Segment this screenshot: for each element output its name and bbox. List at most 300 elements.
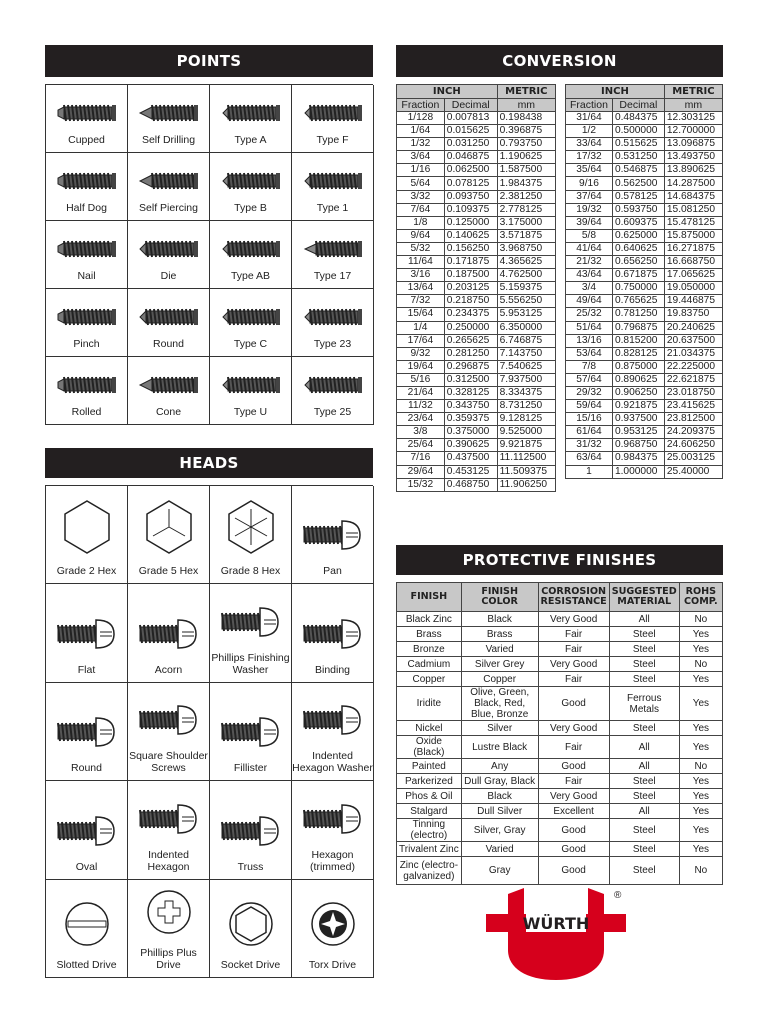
conversion-row [397,203,556,216]
corrosion-resistance: Fair [538,642,609,657]
mm-cell: 9.921875 [497,439,555,452]
mm-cell: 25.003125 [664,452,722,465]
finish-row [397,819,723,842]
screw-point-icon [138,374,200,396]
conversion-row [566,282,723,295]
conversion-row [566,295,723,308]
rohs-compliance: Yes [679,819,722,842]
conversion-row [397,400,556,413]
rohs-compliance: Yes [679,672,722,687]
conversion-row [566,256,723,269]
finish-column-header: FINISH COLOR [461,583,538,612]
conversion-row [566,125,723,138]
mm-cell: 4.365625 [497,256,555,269]
mm-cell: 23.812500 [664,413,722,426]
point-cell [46,357,128,425]
decimal-cell: 0.796875 [612,321,664,334]
conversion-row [566,373,723,386]
screw-head-icon [54,712,120,752]
conversion-row [397,334,556,347]
head-label: Indented Hexagon [147,848,190,873]
screw-head-icon [136,700,202,740]
conversion-row [397,216,556,229]
point-cell [128,153,210,221]
head-cell [128,781,210,879]
point-label: Type U [233,406,268,418]
finish-name: Trivalent Zinc [397,842,462,857]
mm-cell: 12.700000 [664,125,722,138]
corrosion-resistance: Very Good [538,612,609,627]
screw-head-icon [300,614,366,654]
conversion-row [566,203,723,216]
fraction-cell: 59/64 [566,400,613,413]
decimal-cell: 0.015625 [444,125,497,138]
screw-head-icon [144,887,194,937]
mm-cell: 9.128125 [497,413,555,426]
screw-head-icon [218,602,284,642]
point-cell [128,85,210,153]
conversion-row [397,308,556,321]
finish-color: Lustre Black [461,736,538,759]
decimal-cell: 0.312500 [444,373,497,386]
rohs-compliance: Yes [679,627,722,642]
conversion-row [566,229,723,242]
point-cell [128,357,210,425]
finish-color: Silver [461,721,538,736]
conversion-row [566,347,723,360]
head-cell [210,584,292,682]
decimal-cell: 0.500000 [612,125,664,138]
head-label: Truss [237,860,264,873]
screw-head-icon [218,811,284,851]
corrosion-resistance: Fair [538,736,609,759]
suggested-material: Steel [609,672,679,687]
fraction-cell: 15/64 [397,308,445,321]
mm-cell: 2.381250 [497,190,555,203]
decimal-cell: 0.281250 [444,347,497,360]
decimal-cell: 0.890625 [612,373,664,386]
point-cell [128,289,210,357]
conversion-row [566,439,723,452]
finish-name: Brass [397,627,462,642]
point-label: Type F [316,134,349,146]
mm-cell: 4.762500 [497,269,555,282]
mm-cell: 21.034375 [664,347,722,360]
conversion-row [397,269,556,282]
fraction-cell: 29/64 [397,465,445,478]
finish-name: Black Zinc [397,612,462,627]
head-label: Flat [77,663,96,676]
decimal-cell: 0.218750 [444,295,497,308]
rohs-compliance: Yes [679,789,722,804]
fraction-cell: 13/16 [566,334,613,347]
conversion-row [566,400,723,413]
corrosion-resistance: Fair [538,627,609,642]
decimal-cell: 0.578125 [612,190,664,203]
suggested-material: Steel [609,789,679,804]
point-label: Type 25 [313,406,352,418]
screw-head-icon [62,499,112,555]
conversion-row [397,360,556,373]
suggested-material: Steel [609,842,679,857]
decimal-cell: 0.484375 [612,112,664,125]
point-cell [210,153,292,221]
finish-column-header: CORROSION RESISTANCE [538,583,609,612]
mm-cell: 5.159375 [497,282,555,295]
mm-cell: 19.83750 [664,308,722,321]
mm-header: mm [497,99,555,112]
finish-color: Brass [461,627,538,642]
finish-name: Bronze [397,642,462,657]
conversion-row [397,164,556,177]
decimal-cell: 0.968750 [612,439,664,452]
fraction-cell: 63/64 [566,452,613,465]
mm-cell: 11.906250 [497,478,555,491]
fraction-cell: 21/32 [566,256,613,269]
screw-head-icon [218,712,284,752]
point-label: Rolled [71,406,102,418]
rohs-compliance: Yes [679,687,722,721]
fraction-cell: 1/128 [397,112,445,125]
point-label: Half Dog [66,202,107,214]
corrosion-resistance: Good [538,759,609,774]
decimal-cell: 0.546875 [612,164,664,177]
finish-column-header: SUGGESTED MATERIAL [609,583,679,612]
fraction-cell: 41/64 [566,242,613,255]
decimal-cell: 0.906250 [612,386,664,399]
corrosion-resistance: Fair [538,774,609,789]
decimal-cell: 0.296875 [444,360,497,373]
fraction-cell: 7/16 [397,452,445,465]
fraction-cell: 7/64 [397,203,445,216]
screw-point-icon [56,102,118,124]
decimal-cell: 0.328125 [444,386,497,399]
conversion-row [566,321,723,334]
conversion-row [566,164,723,177]
suggested-material: Steel [609,627,679,642]
mm-cell: 7.937500 [497,373,555,386]
conversion-row [566,413,723,426]
screw-head-icon [300,700,366,740]
rohs-compliance: Yes [679,774,722,789]
conversion-row [566,426,723,439]
point-label: Die [160,270,177,282]
rohs-compliance: No [679,759,722,774]
fraction-cell: 31/64 [566,112,613,125]
finish-row [397,642,723,657]
finish-row [397,627,723,642]
decimal-cell: 0.078125 [444,177,497,190]
point-cell [292,153,374,221]
fraction-cell: 9/16 [566,177,613,190]
screw-head-icon [54,614,120,654]
mm-cell: 11.509375 [497,465,555,478]
finish-row [397,804,723,819]
head-cell [210,486,292,584]
point-label: Type A [234,134,267,146]
rohs-compliance: Yes [679,804,722,819]
suggested-material: All [609,804,679,819]
mm-cell: 13.890625 [664,164,722,177]
fraction-cell: 9/32 [397,347,445,360]
decimal-cell: 0.265625 [444,334,497,347]
screw-head-icon [226,499,276,555]
decimal-cell: 0.765625 [612,295,664,308]
screw-point-icon [220,238,282,260]
screw-head-icon [54,811,120,851]
conversion-row [397,386,556,399]
conversion-row [397,229,556,242]
finish-row [397,842,723,857]
fraction-cell: 15/32 [397,478,445,491]
fraction-cell: 35/64 [566,164,613,177]
mm-cell: 7.540625 [497,360,555,373]
decimal-cell: 0.046875 [444,151,497,164]
decimal-cell: 0.234375 [444,308,497,321]
fraction-cell: 21/64 [397,386,445,399]
conversion-row [566,216,723,229]
screw-head-icon [62,899,112,949]
mm-cell: 17.065625 [664,269,722,282]
decimal-cell: 0.515625 [612,138,664,151]
decimal-cell: 0.671875 [612,269,664,282]
fraction-cell: 1/32 [397,138,445,151]
decimal-cell: 0.437500 [444,452,497,465]
mm-cell: 0.396875 [497,125,555,138]
fraction-cell: 1/8 [397,216,445,229]
fraction-cell: 11/32 [397,400,445,413]
decimal-cell: 0.171875 [444,256,497,269]
conversion-row [397,242,556,255]
mm-cell: 22.225000 [664,360,722,373]
conversion-row [397,177,556,190]
mm-cell: 24.209375 [664,426,722,439]
fraction-cell: 29/32 [566,386,613,399]
decimal-cell: 0.109375 [444,203,497,216]
fraction-cell: 5/64 [397,177,445,190]
finish-row [397,687,723,721]
point-label: Type C [233,338,268,350]
head-label: Phillips Finishing Washer [211,651,290,676]
corrosion-resistance: Good [538,842,609,857]
corrosion-resistance: Good [538,819,609,842]
rohs-compliance: Yes [679,642,722,657]
head-label: Torx Drive [308,958,357,971]
head-label: Slotted Drive [56,958,117,971]
finishes-title: PROTECTIVE FINISHES [396,545,723,575]
rohs-compliance: No [679,857,722,885]
decimal-cell: 0.156250 [444,242,497,255]
screw-head-icon [308,899,358,949]
suggested-material: All [609,612,679,627]
suggested-material: All [609,759,679,774]
decimal-cell: 0.815200 [612,334,664,347]
finish-color: Varied [461,842,538,857]
rohs-compliance: Yes [679,842,722,857]
screw-point-icon [56,306,118,328]
finish-name: Stalgard [397,804,462,819]
head-cell [128,683,210,781]
fraction-cell: 31/32 [566,439,613,452]
conversion-row [397,347,556,360]
mm-cell: 13.096875 [664,138,722,151]
mm-cell: 23.415625 [664,400,722,413]
fraction-cell: 1/4 [397,321,445,334]
conversion-row [566,269,723,282]
fraction-cell: 13/64 [397,282,445,295]
decimal-cell: 0.453125 [444,465,497,478]
fraction-cell: 3/4 [566,282,613,295]
points-grid [45,84,373,425]
conversion-row [566,308,723,321]
finish-name: Painted [397,759,462,774]
point-cell [210,221,292,289]
finish-column-header: FINISH [397,583,462,612]
finish-color: Black [461,789,538,804]
fraction-cell: 39/64 [566,216,613,229]
finishes-table [396,582,723,885]
screw-point-icon [138,170,200,192]
suggested-material: Steel [609,857,679,885]
conversion-row [566,360,723,373]
head-label: Indented Hexagon Washer [292,750,373,775]
head-label: Fillister [233,762,268,775]
decimal-cell: 0.984375 [612,452,664,465]
mm-cell: 16.668750 [664,256,722,269]
conversion-row [397,295,556,308]
heads-grid [45,485,373,978]
fraction-cell: 5/16 [397,373,445,386]
fraction-cell: 5/32 [397,242,445,255]
decimal-cell: 0.093750 [444,190,497,203]
fraction-cell: 25/64 [397,439,445,452]
head-label: Binding [314,663,351,676]
decimal-cell: 0.750000 [612,282,664,295]
rohs-compliance: No [679,657,722,672]
screw-point-icon [302,170,364,192]
mm-cell: 2.778125 [497,203,555,216]
corrosion-resistance: Very Good [538,789,609,804]
fraction-cell: 7/8 [566,360,613,373]
fraction-cell: 1 [566,465,613,478]
conversion-row [566,112,723,125]
mm-cell: 19.050000 [664,282,722,295]
fraction-cell: 57/64 [566,373,613,386]
decimal-cell: 0.359375 [444,413,497,426]
mm-cell: 15.081250 [664,203,722,216]
suggested-material: Steel [609,721,679,736]
mm-cell: 16.271875 [664,242,722,255]
head-cell [292,781,374,879]
mm-cell: 5.953125 [497,308,555,321]
head-cell [292,880,374,978]
registered-mark: ® [614,890,622,901]
mm-cell: 3.175000 [497,216,555,229]
mm-cell: 11.112500 [497,452,555,465]
suggested-material: Steel [609,657,679,672]
head-label: Square Shoulder Screws [129,750,208,775]
head-cell [46,880,128,978]
conversion-row [397,190,556,203]
point-cell [210,289,292,357]
conversion-row [397,439,556,452]
finish-name: Oxide (Black) [397,736,462,759]
head-cell [292,683,374,781]
decimal-cell: 0.828125 [612,347,664,360]
point-cell [292,221,374,289]
rohs-compliance: Yes [679,736,722,759]
screw-point-icon [56,374,118,396]
screw-point-icon [302,102,364,124]
finish-color: Black [461,612,538,627]
mm-cell: 7.143750 [497,347,555,360]
decimal-cell: 0.937500 [612,413,664,426]
wurth-logo-mark [486,888,626,980]
screw-head-icon [136,799,202,839]
head-cell [210,781,292,879]
finish-name: Zinc (electro-galvanized) [397,857,462,885]
conversion-row [397,465,556,478]
mm-cell: 9.525000 [497,426,555,439]
fraction-cell: 7/32 [397,295,445,308]
decimal-cell: 0.062500 [444,164,497,177]
finish-row [397,857,723,885]
decimal-cell: 0.609375 [612,216,664,229]
finish-row [397,774,723,789]
logo-text: WÜRTH [522,914,590,933]
decimal-cell: 0.125000 [444,216,497,229]
mm-cell: 3.968750 [497,242,555,255]
finish-name: Copper [397,672,462,687]
mm-header: mm [664,99,722,112]
conversion-row [566,334,723,347]
conversion-row [397,452,556,465]
mm-cell: 19.446875 [664,295,722,308]
mm-cell: 0.793750 [497,138,555,151]
mm-cell: 23.018750 [664,386,722,399]
suggested-material: Steel [609,819,679,842]
decimal-cell: 0.250000 [444,321,497,334]
suggested-material: Ferrous Metals [609,687,679,721]
finish-name: Iridite [397,687,462,721]
conversion-row [566,452,723,465]
point-cell [210,85,292,153]
mm-cell: 24.606250 [664,439,722,452]
decimal-cell: 0.593750 [612,203,664,216]
wurth-logo [486,888,626,980]
finish-name: Nickel [397,721,462,736]
head-label: Socket Drive [220,958,281,971]
corrosion-resistance: Fair [538,672,609,687]
head-cell [210,683,292,781]
corrosion-resistance: Very Good [538,657,609,672]
head-cell [46,781,128,879]
suggested-material: All [609,736,679,759]
decimal-header: Decimal [444,99,497,112]
corrosion-resistance: Very Good [538,721,609,736]
decimal-cell: 0.625000 [612,229,664,242]
head-cell [292,486,374,584]
fraction-cell: 3/8 [397,426,445,439]
decimal-cell: 0.562500 [612,177,664,190]
screw-point-icon [138,306,200,328]
point-label: Type 23 [313,338,352,350]
conversion-table-left [396,84,556,492]
screw-point-icon [302,238,364,260]
screw-point-icon [220,306,282,328]
decimal-cell: 0.781250 [612,308,664,321]
finish-color: Olive, Green, Black, Red, Blue, Bronze [461,687,538,721]
